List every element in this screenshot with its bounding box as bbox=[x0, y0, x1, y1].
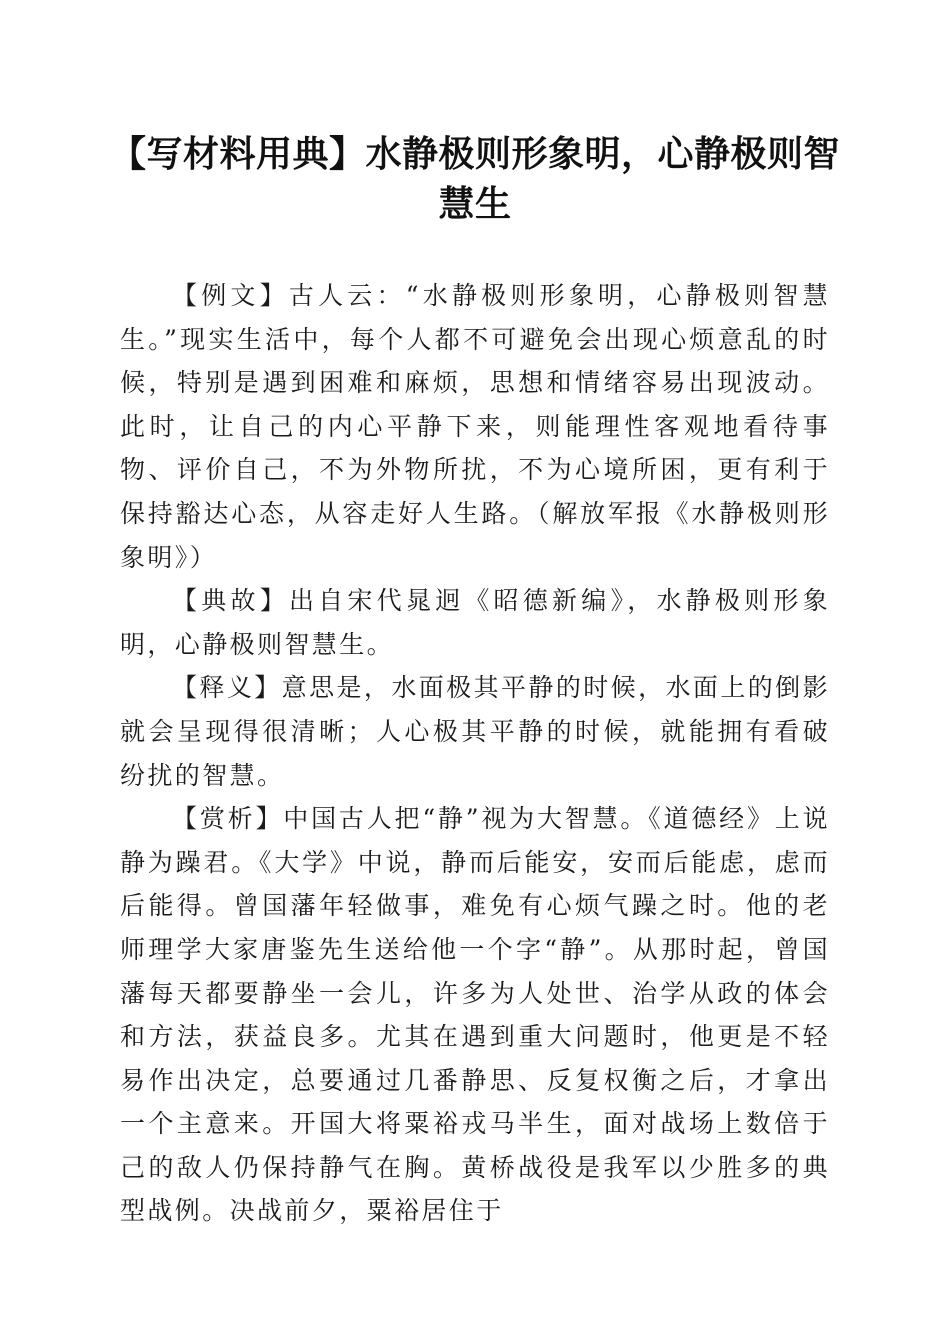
paragraph-label: 【释义】 bbox=[172, 673, 282, 703]
paragraph-example bbox=[120, 274, 830, 579]
paragraph-interpretation bbox=[120, 666, 830, 797]
document-title: 【写材料用典】水静极则形象明，心静极则智慧生 bbox=[109, 134, 840, 225]
paragraph-text: 意思是，水面极其平静的时候，水面上的倒影就会呈现得很清晰；人心极其平静的时候，就能拥有看破纷扰的智慧。 bbox=[120, 673, 830, 790]
paragraph-appreciation bbox=[120, 797, 830, 1233]
document-body bbox=[120, 274, 830, 1233]
paragraph-text: 出自宋代晁迥《昭德新编》，水静极则形象明，心静极则智慧生。 bbox=[120, 586, 830, 659]
paragraph-label: 【赏析】 bbox=[172, 804, 284, 834]
paragraph-text: 中国古人把“静”视为大智慧。《道德经》上说静为躁君。《大学》中说，静而后能安，安而后能虑，虑而后能得。曾国藩年轻做事，难免有心烦气躁之时。他的老师理学大家唐鉴先生送给他一个字“静”。从那时起，曾国藩每天都要静坐一会儿，许多为人处世、治学从政的体会和方法，获益良多。尤其在遇到重大问题时，他更是不轻易作出决定，总要通过几番静思、反复权衡之后，才拿出一个主意来。开国大将粟裕戎马半生，面对战场上数倍于己的敌人仍保持静气在胸。黄桥战役是我军以少胜多的典型战例。决战前夕，粟裕居住于 bbox=[120, 804, 830, 1226]
paragraph-allusion bbox=[120, 579, 830, 666]
paragraph-label: 【例文】 bbox=[172, 281, 289, 310]
paragraph-text: 古人云：“水静极则形象明，心静极则智慧生。”现实生活中，每个人都不可避免会出现心烦意乱的时候，特别是遇到困难和麻烦，思想和情绪容易出现波动。此时，让自己的内心平静下来，则能理性客观地看待事物、评价自己，不为外物所扰，不为心境所困，更有利于保持豁达心态，从容走好人生路。（解放军报《水静极则形象明》） bbox=[120, 281, 830, 572]
paragraph-label: 【典故】 bbox=[172, 586, 289, 616]
